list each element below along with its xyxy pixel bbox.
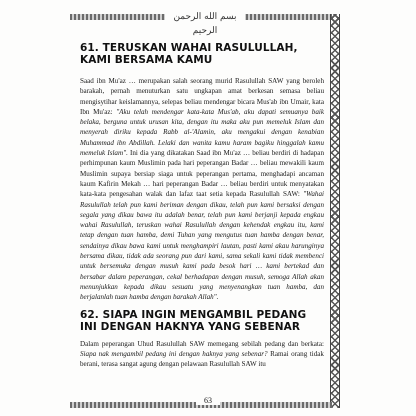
section-61-heading: 61. TERUSKAN WAHAI RASULULLAH, KAMI BERSAMA KAMU (80, 42, 298, 66)
section-61-quote-2: "Wahai Rasulullah telah pun kami beriman dengan dikau, telah pun kami bersaksi dengan segala yang dikau bawa itu adalah benar, telah pun kami berjanji kepada engkau wahai Rasulullah, teruskan wahai Rasulullah dengan kehendak engkau itu, kami tetap dengan tuan hamba, demi Tuhan yang mengutus tuan hamba dengan benar, sendainya dikau bawa kami untuk menghampiri lautan, pasti kami akau harunginya bersama dikau, tidak ada seorang pun dari kami, sama sekali kami tidak membenci untuk bersemuka dengan musuh kami pada besok hari … kami bertekad dan bersabar dalam peperangan, cekal berhadapan dengan musuh, semoga Allah akan menunjukkan kepada dikau sesuatu yang menyenangkan tuan hamba, dan berjalanlah tuan hamba dengan barakah Allah". (80, 190, 324, 302)
page-content (80, 34, 324, 369)
section-62-paragraph (80, 339, 324, 370)
page-number: 63 (196, 396, 220, 405)
section-62-heading: 62. SIAPA INGIN MENGAMBIL PEDANG INI DENGAN HAKNYA YANG SEBENAR (80, 308, 307, 333)
right-ornamental-border (330, 14, 340, 408)
section-62-quote: Siapa nak mengambil pedang ini dengan haknya yang sebenar? (80, 349, 268, 358)
section-61-paragraph (80, 76, 324, 303)
section-62-body: Ramai orang tidak berani, terasa sangat agung dengan pelawaan Rasulullah SAW itu (80, 349, 324, 369)
section-61-body: Ini dia yang dikatakan Saad ibn Mu'az … beliau berdiri di hadapan perhimpunan kaum Muslimin pada hari peperangan Badar … beliau mewakili kaum Muslimin supaya bersiap siaga untuk peperangan pertama, menghadapi ancaman kaum Kafirin Mekah … hari peperangan Badar … beliau berdiri untuk menyatakan kata-kata pengesahan walak dan lafaz taat setia kepada Rasulullah SAW: (80, 149, 325, 199)
section-62-intro: Dalam peperangan Uhud Rasulullah SAW memegang sebilah pedang dan berkata: (80, 339, 324, 348)
section-61-intro: Saad ibn Mu'az … merupakan salah seorang murid Rasulullah SAW yang beroleh barakah, pernah menuturkan satu ungkapan amat berkesan semasa beliau mengisytihar keislamannya, selepas beliau mendengar bicara Mus'ab ibn Umair, kata Ibn Mu'az: (80, 77, 324, 116)
section-61-quote-1: "Aku telah mendengar kata-kata Mus'ab, aku dapati semuanya baik belaka, berguna untuk urusan kita, dengan itu maka aku pun memeluk Islam dan menyerah diriku kepada Rabb al-'Alamin, aku mengakui dengan kenabian Muhammad ibn Abdillah. Lelaki dan wanita kamu haram bagiku hinggalah kamu memeluk Islam". (80, 107, 324, 158)
header-calligraphy: بسم الله الرحمن الرحيم (165, 10, 245, 24)
